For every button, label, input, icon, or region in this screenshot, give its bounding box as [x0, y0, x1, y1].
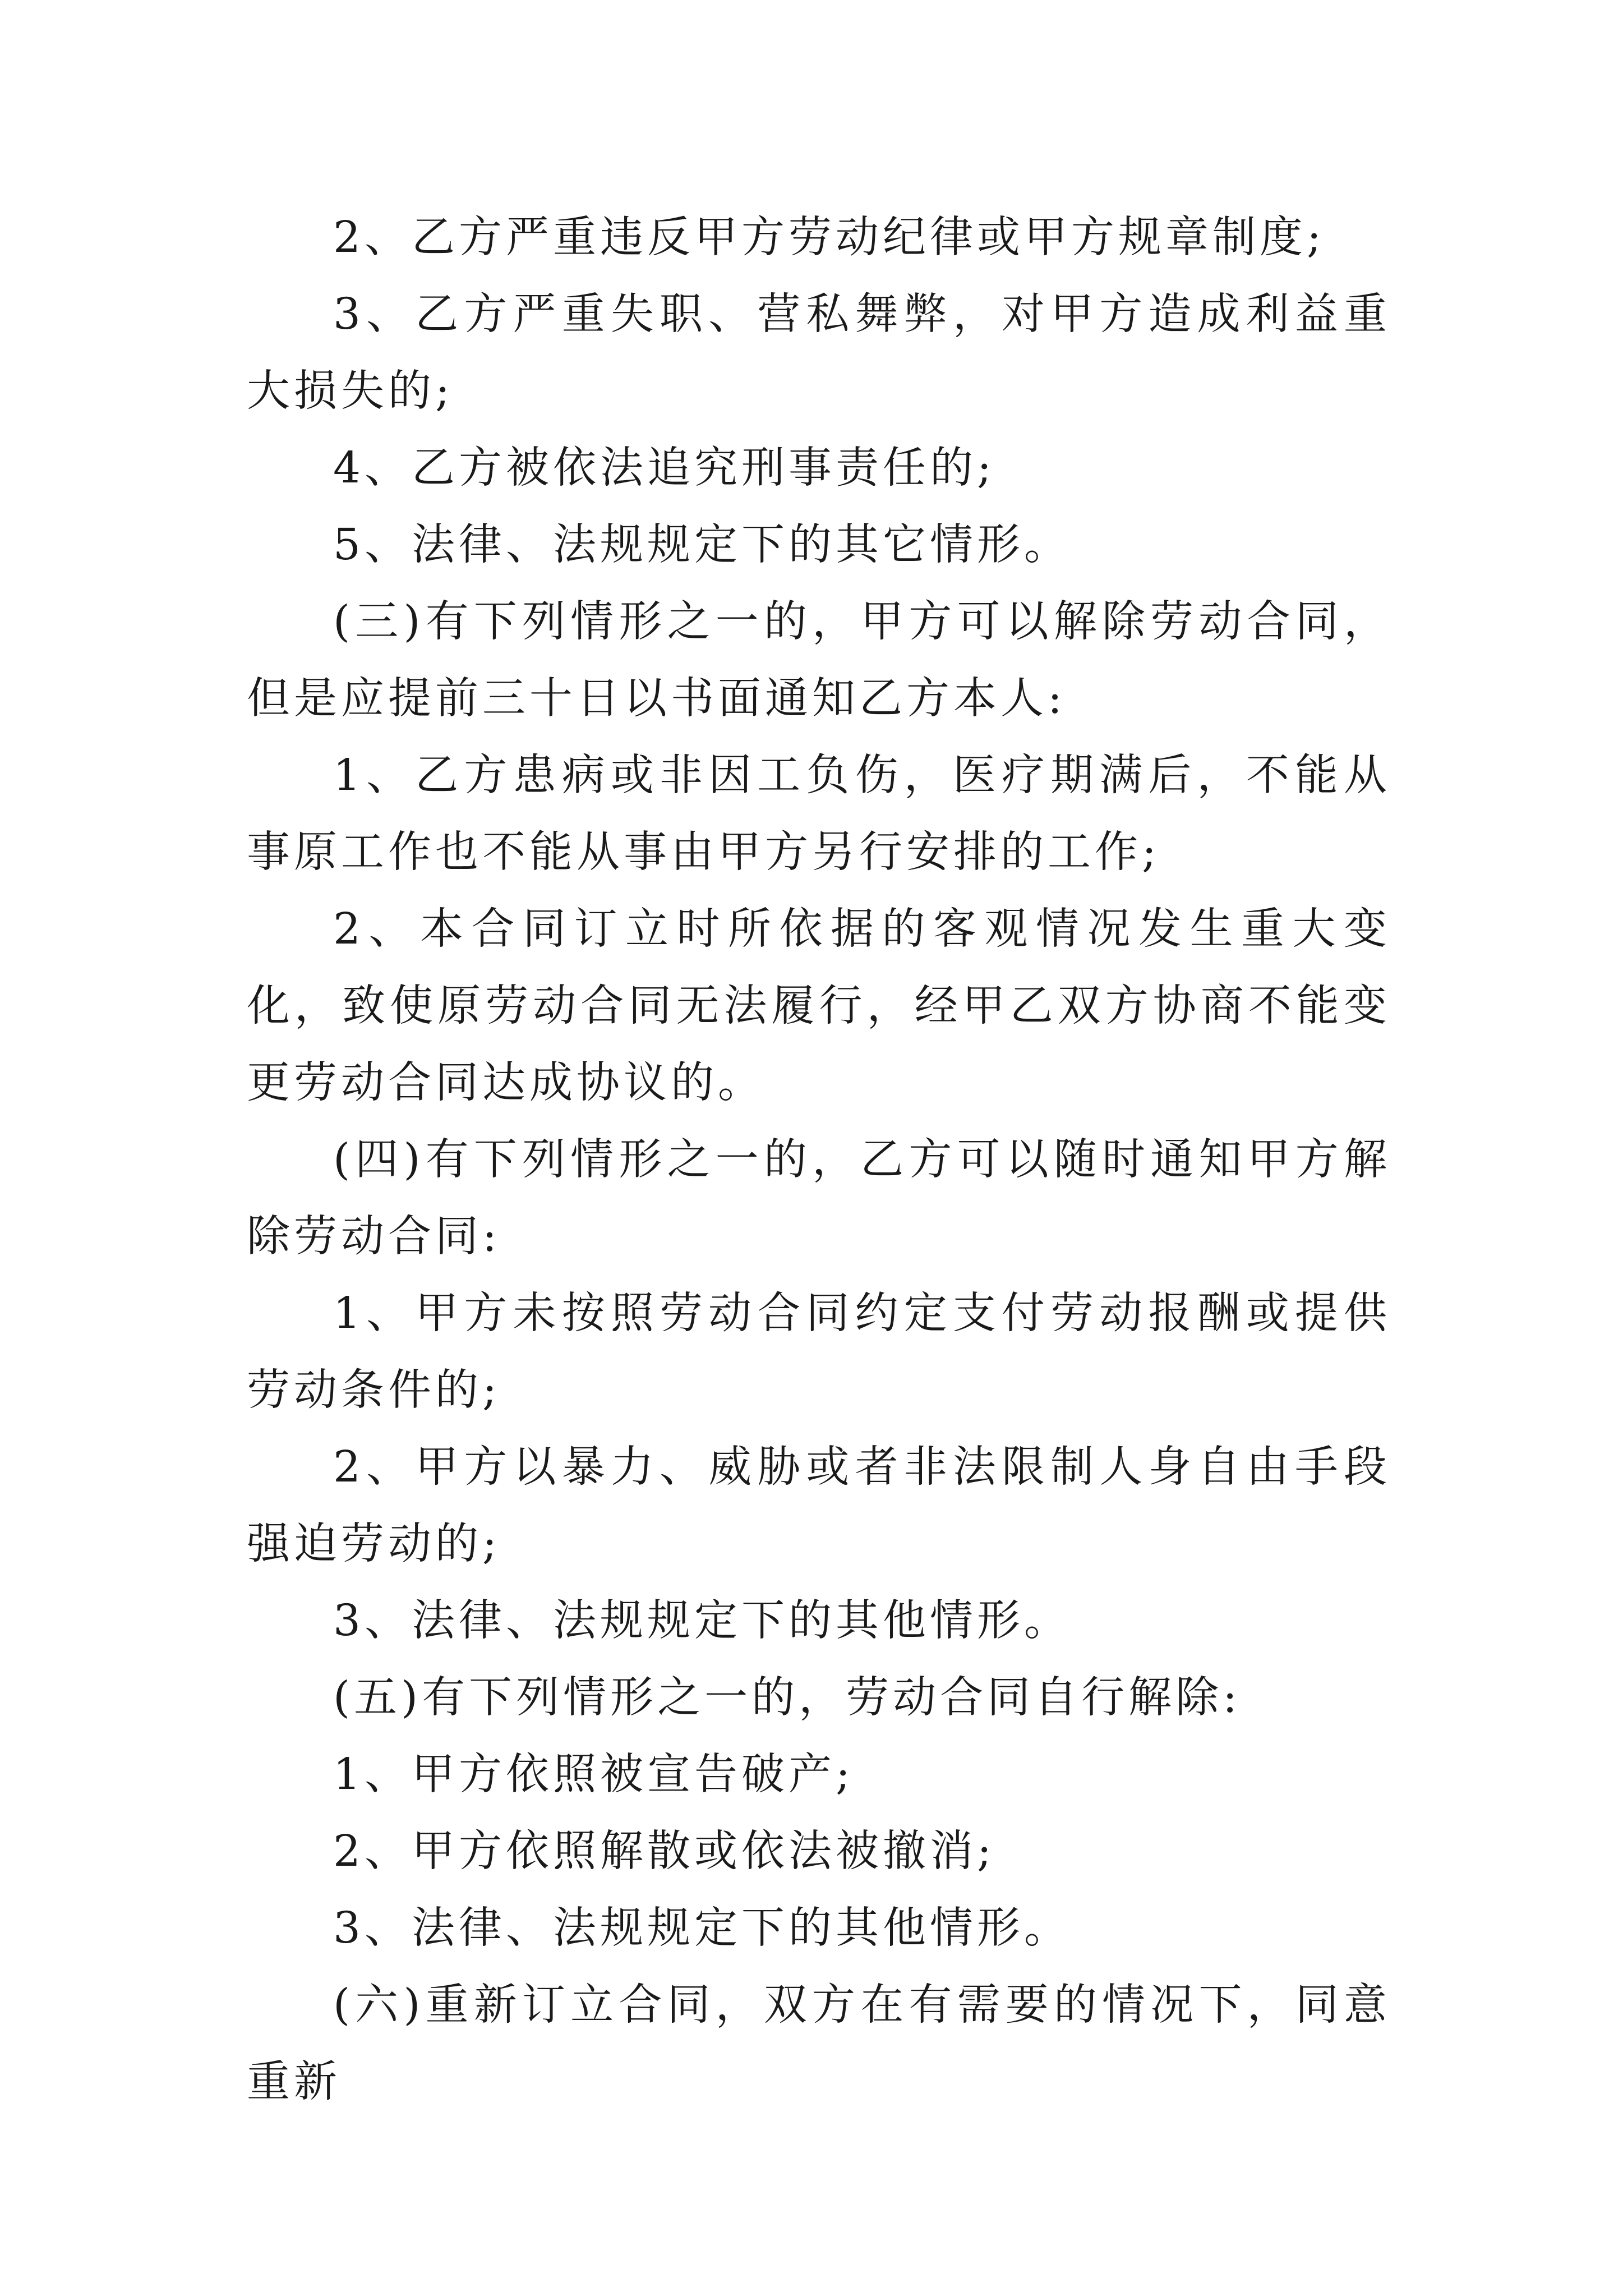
- paragraph-section-3-heading: (三)有下列情形之一的，甲方可以解除劳动合同，但是应提前三十日以书面通知乙方本人:: [247, 597, 1391, 724]
- paragraph-section-5-heading: (五)有下列情形之一的，劳动合同自行解除:: [333, 1673, 1242, 1723]
- paragraph-clause-2-violation: 2、乙方严重违反甲方劳动纪律或甲方规章制度;: [333, 213, 1325, 263]
- paragraph-section-6-heading: (六)重新订立合同，双方在有需要的情况下，同意重新: [247, 1980, 1391, 2107]
- paragraph-section-4-heading: (四)有下列情形之一的，乙方可以随时通知甲方解除劳动合同:: [247, 1135, 1391, 1262]
- paragraph-section-3-item-2: 2、本合同订立时所依据的客观情况发生重大变化，致使原劳动合同无法履行，经甲乙双方协商不能变更劳动合同达成协议的。: [247, 904, 1391, 1108]
- paragraph-section-4-item-3: 3、法律、法规规定下的其他情形。: [333, 1596, 1071, 1646]
- paragraph-section-5-item-1: 1、甲方依照被宣告破产;: [333, 1750, 854, 1800]
- paragraph-section-4-item-2: 2、甲方以暴力、威胁或者非法限制人身自由手段强迫劳动的;: [247, 1442, 1391, 1569]
- paragraph-section-5-item-2: 2、甲方依照解散或依法被撤消;: [333, 1826, 995, 1876]
- paragraph-section-5-item-3: 3、法律、法规规定下的其他情形。: [333, 1903, 1071, 1953]
- paragraph-clause-5-other: 5、法律、法规规定下的其它情形。: [333, 520, 1071, 570]
- paragraph-clause-4-criminal: 4、乙方被依法追究刑事责任的;: [333, 443, 995, 493]
- paragraph-section-4-item-1: 1、甲方未按照劳动合同约定支付劳动报酬或提供劳动条件的;: [247, 1289, 1391, 1415]
- document-body: [247, 199, 1391, 2120]
- paragraph-section-3-item-1: 1、乙方患病或非因工负伤，医疗期满后，不能从事原工作也不能从事由甲方另行安排的工作;: [247, 751, 1391, 877]
- paragraph-clause-3-negligence: 3、乙方严重失职、营私舞弊，对甲方造成利益重大损失的;: [247, 289, 1391, 416]
